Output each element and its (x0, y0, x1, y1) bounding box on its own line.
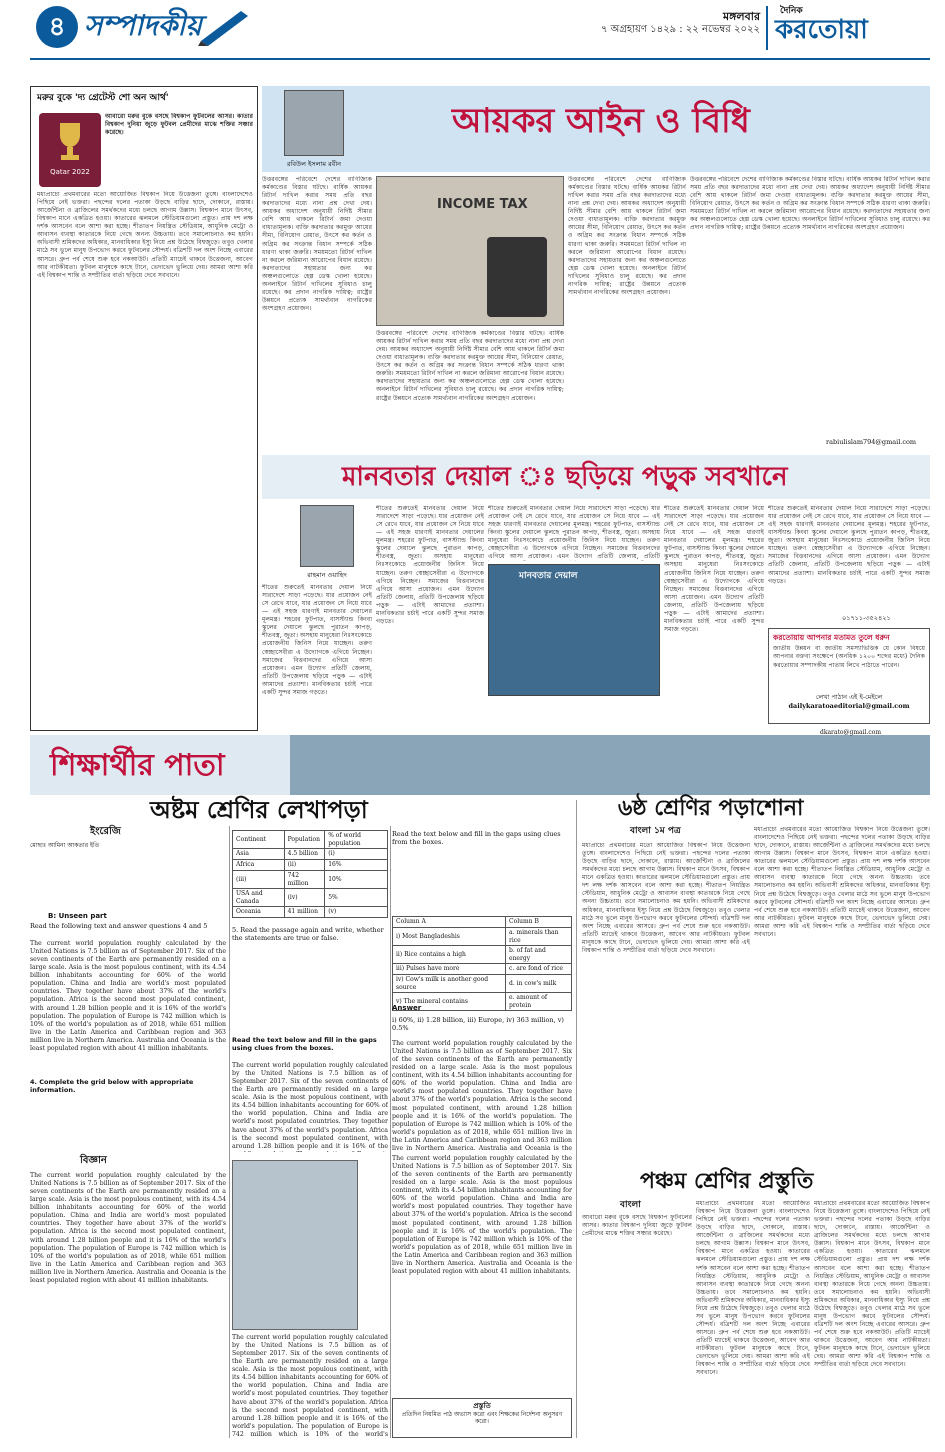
table-cell: b. of fat and energy (506, 946, 572, 964)
article2-contact: ০১৭১১-৩৫২৪২১ (842, 614, 891, 622)
table-header-cell: Population (284, 831, 325, 849)
matching-table (392, 916, 572, 1011)
table-row (233, 889, 388, 907)
left-column-title: মরুর বুকে 'দ্য গ্রেটেস্ট শো অন আর্থ' (37, 93, 169, 103)
science-text-col3: The current world population roughly calculated by the United Nations is 7.5 billion as of September 2017. Six of the seven continents of the Earth are permanently resided on a large scale. Asia is the most populous continent, with its 4.54 billion inhabitants accounting for 60% of the world population. China and India are world's most populated countries. They together have about 37% of the world's population. Africa is the second most populated continent, with around 1.28 billion people and it is 16% of the world's population. The population of Europe is 742 million which is 10% of the world's population as of 2018, while 651 million live in the Latin America and Caribbean region and 363 million live in Northern America. Australia and Oceania is the least populated region with about 41 million inhabitants. (392, 1155, 572, 1275)
article1-body-col1: উত্তরবঙ্গের পরিবেশে দেশের বাণিজ্যিক কর্মকাণ্ডের বিস্তার ঘটছে। বার্ষিক আয়কর রিটার্ন দাখিল করার সময় প্রতি বছর করদাতাদের মধ্যে নানা প্রশ্ন দেখা দেয়। আয়কর অধ্যাদেশ অনুযায়ী নির্দিষ্ট সীমার বেশি আয় থাকলে রিটার্ন জমা দেওয়া বাধ্যতামূলক। ব্যক্তি করদাতার করমুক্ত আয়ের সীমা, বিনিয়োগ রেয়াত, উৎসে কর কর্তন ও অগ্রিম কর সংক্রান্ত বিধান সম্পর্কে সঠিক ধারণা থাকা জরুরি। সময়মতো রিটার্ন দাখিল না করলে জরিমানা আরোপের বিধান রয়েছে। করদাতাদের সহায়তার জন্য কর অঞ্চলগুলোতে হেল্প ডেস্ক খোলা হয়েছে। অনলাইনে রিটার্ন দাখিলের সুবিধাও চালু রয়েছে। কর প্রদান নাগরিক দায়িত্ব; রাষ্ট্রের উন্নয়নে প্রত্যেক সামর্থ্যবান নাগরিকের অংশগ্রহণ প্রয়োজন। (262, 176, 372, 312)
class8-misc-text: The current world population roughly calculated by the United Nations is 7.5 billion as of September 2017. Six of the seven continents of the Earth are permanently resided on a large scale. Asia is the most populous continent, with its 4.54 billion inhabitants accounting for 60% of the world population. China and India are world's most populated countries. They together have about 37% of the world's population. Africa is the second most populated continent, with around 1.28 billion people and it is 16% of the world's population. The population of Europe is 742 million which is 10% of the world's population as of 2018, while 651 million live in the Latin America and Caribbean region and 363 million live in Northern America. Australia and Oceania is the (392, 1040, 572, 1150)
trophy-icon (39, 113, 101, 187)
article1-title: আয়কর আইন ও বিধি (452, 101, 750, 141)
class6-text-col1: মধ্যপ্রাচ্যে প্রথমবারের মতো আয়োজিত বিশ্বকাপ নিয়ে উত্তেজনা তুঙ্গে। বাংলাদেশেও পিছিয়ে নেই ভক্তরা। পছন্দের দলের পতাকা উড়ছে বাড়ির ছাদে, দোকানে, রাস্তায়। আর্জেন্টিনা ও ব্রাজিলের সমর্থকদের মধ্যে চলছে আগাম উল্লাস। বিশ্বকাপ মানে উৎসব, বিশ্বকাপ মানে একত্রিত হওয়া। কাতারের ঝলমলে স্টেডিয়ামগুলো প্রস্তুত। প্রায় দশ লক্ষ দর্শক আসবেন বলে আশা করা হচ্ছে। শীতাতপ নিয়ন্ত্রিত স্টেডিয়াম, আধুনিক মেট্রো ও আবাসন ব্যবস্থা কাতারকে নিয়ে গেছে অনন্য উচ্চতায়। তবে সমালোচনাও কম হয়নি। অভিবাসী শ্রমিকদের অধিকার, মানবাধিকার ইস্যু নিয়ে প্রশ্ন উঠেছে বিশ্বজুড়ে। তবুও খেলার মাঠে সব ভুলে মানুষ উপভোগ করবে ফুটবলের সৌন্দর্য। বত্রিশটি দল অংশ নিচ্ছে এবারের আসরে। গ্রুপ পর্ব শেষে শুরু হবে নকআউট। প্রতিটি ম্যাচেই থাকবে উত্তেজনা, আবেগ আর নাটকীয়তা। ফুটবল মানুষকে কাছে টানে, ভেদাভেদ ভুলিয়ে দেয়। আমরা আশা করি এই বিশ্বকাপ শান্তি ও সম্প্রীতির বার্তা ছড়িয়ে দেবে সবখানে। (582, 842, 750, 954)
income-tax-image-label: INCOME TAX (437, 197, 528, 212)
table-cell: e. amount of protein (506, 993, 572, 1011)
vocab-title: Read the text below and fill in the gaps using clues from the boxes. (232, 1036, 377, 1053)
students-banner-photo (290, 735, 930, 795)
humanity-wall-image (488, 564, 660, 696)
reader-box-email[interactable]: dailykaratoaeditorial@gmail.com (788, 701, 910, 710)
left-column-body: মধ্যপ্রাচ্যে প্রথমবারের মতো আয়োজিত বিশ্বকাপ নিয়ে উত্তেজনা তুঙ্গে। বাংলাদেশেও পিছিয়ে নেই ভক্তরা। পছন্দের দলের পতাকা উড়ছে বাড়ির ছাদে, দোকানে, রাস্তায়। আর্জেন্টিনা ও ব্রাজিলের সমর্থকদের মধ্যে চলছে আগাম উল্লাস। বিশ্বকাপ মানে উৎসব, বিশ্বকাপ মানে একত্রিত হওয়া। কাতারের ঝলমলে স্টেডিয়ামগুলো প্রস্তুত। প্রায় দশ লক্ষ দর্শক আসবেন বলে আশা করা হচ্ছে। শীতাতপ নিয়ন্ত্রিত স্টেডিয়াম, আধুনিক মেট্রো ও আবাসন ব্যবস্থা কাতারকে নিয়ে গেছে অনন্য উচ্চতায়। তবে সমালোচনাও কম হয়নি। অভিবাসী শ্রমিকদের অধিকার, মানবাধিকার ইস্যু নিয়ে প্রশ্ন উঠেছে বিশ্বজুড়ে। তবুও খেলার মাঠে সব ভুলে মানুষ উপভোগ করবে ফুটবলের সৌন্দর্য। বত্রিশটি দল অংশ নিচ্ছে এবারের আসরে। গ্রুপ পর্ব শেষে শুরু হবে নকআউট। প্রতিটি ম্যাচেই থাকবে উত্তেজনা, আবেগ আর নাটকীয়তা। ফুটবল মানুষকে কাছে টানে, ভেদাভেদ ভুলিয়ে দেয়। আমরা আশা করি এই বিশ্বকাপ শান্তি ও সম্প্রীতির বার্তা ছড়িয়ে দেবে সবখানে। (37, 191, 253, 279)
table-cell: 41 million (284, 907, 325, 918)
article2-body-col1: শীতের শুরুতেই মানবতার দেয়াল নিয়ে সারাদেশে সাড়া পড়েছে। যার প্রয়োজন নেই সে রেখে যাবে, যার প্রয়োজন সে নিয়ে যাবে — এই সহজ ধারণাই মানবতার দেয়ালের মূলমন্ত্র। শহরের ফুটপাত, বাসস্ট্যান্ড কিংবা স্কুলের দেয়ালে ঝুলছে পুরাতন কাপড়, শীতবস্ত্র, জুতা। অসহায় মানুষেরা নিঃসংকোচে প্রয়োজনীয় জিনিস নিয়ে যাচ্ছেন। তরুণ স্বেচ্ছাসেবীরা এ উদ্যোগকে এগিয়ে নিচ্ছেন। সমাজের বিত্তবানদের এগিয়ে আসা প্রয়োজন। এমন উদ্যোগ প্রতিটি জেলায়, প্রতিটি উপজেলায় ছড়িয়ে পড়ুক — এটাই আমাদের প্রত্যাশা। মানবিকতার চর্চাই পারে একটি সুন্দর সমাজ গড়তে। (376, 505, 484, 625)
badge-label: Qatar 2022 (50, 167, 90, 176)
table-cell: 4.5 billion (284, 849, 325, 860)
calculator-icon (487, 237, 547, 317)
author1-name: রবিউল ইসলাম রবীন (286, 160, 342, 168)
table-row (233, 871, 388, 889)
table-row (233, 849, 388, 860)
students-banner-title: শিক্ষার্থীর পাতা (50, 748, 225, 783)
table-row (393, 975, 572, 993)
table-cell: v) The mineral contains (393, 993, 506, 1011)
table-row (233, 860, 388, 871)
table-cell: (i) (325, 849, 388, 860)
table-row (393, 928, 572, 946)
class5-text-col1: আবারো মরুর বুকে বসছে বিশ্বকাপ ফুটবলের আসর। কাতার বিশ্বকাপ দুনিয়া জুড়ে ফুটবল প্রেমীদের মাঝে শক্তির সঞ্চার করেছে। (582, 1214, 692, 1238)
masthead (0, 0, 945, 78)
reader-box-body: জাতীয় উন্নয়ন বা জাতীয় সমস্যাভিত্তিক যে কোন বিষয়ে আপনার বক্তব্য সংক্ষেপে (অনধিক ১২০০ শব্দের মধ্যে) দৈনিক করতোয়ার সম্পাদকীয় পাতায় লিখে পাঠাতে পারেন। (773, 645, 925, 669)
pen-icon (196, 6, 256, 46)
table-header-cell: Continent (233, 831, 285, 849)
part-b-heading: B: Unseen part (48, 912, 107, 920)
humanity-wall-label: মানবতার দেয়াল (519, 571, 578, 581)
tip-body: প্রতিদিন নিয়মিত পাঠ অভ্যাস করো এবং শিক্ষকের নির্দেশনা অনুসরণ করো। (401, 1410, 563, 1426)
column-rule (576, 800, 577, 1438)
table-header-cell: Column A (393, 917, 506, 928)
article1-contact: rabiulislam794@gmail.com (826, 438, 917, 446)
table-cell: iv) Cow's milk is another good source (393, 975, 506, 993)
table-cell: 16% (325, 860, 388, 871)
english-teacher: মোছাঃ আমিনা আকতার ইতি (30, 842, 100, 849)
masthead-divider (766, 6, 768, 50)
students-banner (30, 729, 930, 795)
table-cell: d. in cow's milk (506, 975, 572, 993)
population-table (232, 830, 388, 918)
table-cell: (iv) (284, 889, 325, 907)
table-cell: Oceania (233, 907, 285, 918)
author2-name: রাহমান ওয়াহিদ (307, 571, 347, 579)
science-text-col1: The current world population roughly calculated by the United Nations is 7.5 billion as of September 2017. Six of the seven continents of the Earth are permanently resided on a large scale. Asia is the most populous continent, with its 4.54 billion inhabitants accounting for 60% of the world population. China and India are world's most populated countries. They together have about 37% of the world's population. Africa is the second most populated continent, with around 1.28 billion people and it is 16% of the world's population. The population of Europe is 742 million which is 10% of the world's population as of 2018, while 651 million live in the Latin America and Caribbean region and 363 million live in Northern America. Australia and Oceania is the least populated region with about 41 million inhabitants. (30, 1172, 226, 1284)
article2-body-col0: শীতের শুরুতেই মানবতার দেয়াল নিয়ে সারাদেশে সাড়া পড়েছে। যার প্রয়োজন নেই সে রেখে যাবে, যার প্রয়োজন সে নিয়ে যাবে — এই সহজ ধারণাই মানবতার দেয়ালের মূলমন্ত্র। শহরের ফুটপাত, বাসস্ট্যান্ড কিংবা স্কুলের দেয়ালে ঝুলছে পুরাতন কাপড়, শীতবস্ত্র, জুতা। অসহায় মানুষেরা নিঃসংকোচে প্রয়োজনীয় জিনিস নিয়ে যাচ্ছেন। তরুণ স্বেচ্ছাসেবীরা এ উদ্যোগকে এগিয়ে নিচ্ছেন। সমাজের বিত্তবানদের এগিয়ে আসা প্রয়োজন। এমন উদ্যোগ প্রতিটি জেলায়, প্রতিটি উপজেলায় ছড়িয়ে পড়ুক — এটাই আমাদের প্রত্যাশা। মানবিকতার চর্চাই পারে একটি সুন্দর সমাজ গড়তে। (262, 584, 372, 696)
science-photo (232, 1160, 358, 1330)
left-column-intro: আবারো মরুর বুকে বসছে বিশ্বকাপ ফুটবলের আসর। কাতার বিশ্বকাপ দুনিয়া জুড়ে ফুটবল প্রেমীদের মাঝে শক্তির সঞ্চার করেছে। (105, 113, 253, 137)
table-row (233, 907, 388, 918)
table-cell: c. are fond of rice (506, 964, 572, 975)
article2-header (262, 455, 930, 499)
table-cell: ii) Rice contains a high (393, 946, 506, 964)
class6-title: ৬ষ্ঠ শ্রেণির পড়াশোনা (618, 796, 804, 821)
science-text-col2: The current world population roughly calculated by the United Nations is 7.5 billion as of September 2017. Six of the seven continents of the Earth are permanently resided on a large scale. Asia is the most populous continent, with its 4.54 billion inhabitants accounting for 60% of the world population. China and India are world's most populated countries. They together have about 37% of the world's population. Africa is the second most populated continent, with around 1.28 billion people and it is 16% of the world's population. The population of Europe is 742 million which is 10% of the world's (232, 1334, 388, 1437)
left-column-article (30, 86, 258, 731)
date-label: ৭ অগ্রহায়ণ ১৪২৯ : ২২ নভেম্বর ২০২২ (601, 24, 760, 35)
article2-body-col4: শীতের শুরুতেই মানবতার দেয়াল নিয়ে সারাদেশে সাড়া পড়েছে। যার প্রয়োজন নেই সে রেখে যাবে, যার প্রয়োজন সে নিয়ে যাবে — এই সহজ ধারণাই মানবতার দেয়ালের মূলমন্ত্র। শহরের ফুটপাত, বাসস্ট্যান্ড কিংবা স্কুলের দেয়ালে ঝুলছে পুরাতন কাপড়, শীতবস্ত্র, জুতা। অসহায় মানুষেরা নিঃসংকোচে প্রয়োজনীয় জিনিস নিয়ে যাচ্ছেন। তরুণ স্বেচ্ছাসেবীরা এ উদ্যোগকে এগিয়ে নিচ্ছেন। সমাজের বিত্তবানদের এগিয়ে আসা প্রয়োজন। এমন উদ্যোগ প্রতিটি জেলায়, প্রতিটি উপজেলায় ছড়িয়ে পড়ুক — এটাই আমাদের প্রত্যাশা। মানবিকতার চর্চাই পারে একটি সুন্দর সমাজ গড়তে। (768, 505, 930, 585)
question-4: 4. Complete the grid below with appropriate information. (30, 1078, 194, 1095)
bangla5-heading: বাংলা (620, 1200, 641, 1210)
reader-box-email-label: লেখা পাঠান এই ই-মেইলে (815, 693, 883, 702)
article1-body-col2: উত্তরবঙ্গের পরিবেশে দেশের বাণিজ্যিক কর্মকাণ্ডের বিস্তার ঘটছে। বার্ষিক আয়কর রিটার্ন দাখিল করার সময় প্রতি বছর করদাতাদের মধ্যে নানা প্রশ্ন দেখা দেয়। আয়কর অধ্যাদেশ অনুযায়ী নির্দিষ্ট সীমার বেশি আয় থাকলে রিটার্ন জমা দেওয়া বাধ্যতামূলক। ব্যক্তি করদাতার করমুক্ত আয়ের সীমা, বিনিয়োগ রেয়াত, উৎসে কর কর্তন ও অগ্রিম কর সংক্রান্ত বিধান সম্পর্কে সঠিক ধারণা থাকা জরুরি। সময়মতো রিটার্ন দাখিল না করলে জরিমানা আরোপের বিধান রয়েছে। করদাতাদের সহায়তার জন্য কর অঞ্চলগুলোতে হেল্প ডেস্ক খোলা হয়েছে। অনলাইনে রিটার্ন দাখিলের সুবিধাও চালু রয়েছে। কর প্রদান নাগরিক দায়িত্ব; রাষ্ট্রের উন্নয়নে প্রত্যেক সামর্থ্যবান নাগরিকের অংশগ্রহণ প্রয়োজন। (376, 330, 564, 402)
table-header-row (393, 917, 572, 928)
tip-title: প্রস্তুতি (473, 1402, 491, 1410)
passage: The current world population roughly calculated by the United Nations is 7.5 billion as of September 2017. Six of the seven continents of the Earth are permanently resided on a large scale. Asia is the most populous continent, with its 4.54 billion inhabitants accounting for 60% of the world population. China and India are world's most populated countries. They together have about 37% of the world's population. Africa is the second most populated continent, with around 1.28 billion people and it is 16% of the world's population. The population of Europe is 742 million which is 10% of the world's population as of 2018, while 651 million live in the Latin America and Caribbean region and 363 million live in Northern America. Australia and Oceania is the least populated region with about 41 million inhabitants. (30, 940, 226, 1052)
class5-text-col3: মধ্যপ্রাচ্যে প্রথমবারের মতো আয়োজিত বিশ্বকাপ নিয়ে উত্তেজনা তুঙ্গে। বাংলাদেশেও পিছিয়ে নেই ভক্তরা। পছন্দের দলের পতাকা উড়ছে বাড়ির ছাদে, দোকানে, রাস্তায়। আর্জেন্টিনা ও ব্রাজিলের সমর্থকদের মধ্যে চলছে আগাম উল্লাস। বিশ্বকাপ মানে উৎসব, বিশ্বকাপ মানে একত্রিত হওয়া। কাতারের ঝলমলে স্টেডিয়ামগুলো প্রস্তুত। প্রায় দশ লক্ষ দর্শক আসবেন বলে আশা করা হচ্ছে। শীতাতপ নিয়ন্ত্রিত স্টেডিয়াম, আধুনিক মেট্রো ও আবাসন ব্যবস্থা কাতারকে নিয়ে গেছে অনন্য উচ্চতায়। তবে সমালোচনাও কম হয়নি। অভিবাসী শ্রমিকদের অধিকার, মানবাধিকার ইস্যু নিয়ে প্রশ্ন উঠেছে বিশ্বজুড়ে। তবুও খেলার মাঠে সব ভুলে মানুষ উপভোগ করবে ফুটবলের সৌন্দর্য। বত্রিশটি দল অংশ নিচ্ছে এবারের আসরে। গ্রুপ পর্ব শেষে শুরু হবে নকআউট। প্রতিটি ম্যাচেই থাকবে উত্তেজনা, আবেগ আর নাটকীয়তা। ফুটবল মানুষকে কাছে টানে, ভেদাভেদ ভুলিয়ে দেয়। আমরা আশা করি এই বিশ্বকাপ শান্তি ও সম্প্রীতির বার্তা ছড়িয়ে দেবে সবখানে। (814, 1200, 930, 1369)
table-cell: (v) (325, 907, 388, 918)
article1-body-col4: উত্তরবঙ্গের পরিবেশে দেশের বাণিজ্যিক কর্মকাণ্ডের বিস্তার ঘটছে। বার্ষিক আয়কর রিটার্ন দাখিল করার সময় প্রতি বছর করদাতাদের মধ্যে নানা প্রশ্ন দেখা দেয়। আয়কর অধ্যাদেশ অনুযায়ী নির্দিষ্ট সীমার বেশি আয় থাকলে রিটার্ন জমা দেওয়া বাধ্যতামূলক। ব্যক্তি করদাতার করমুক্ত আয়ের সীমা, বিনিয়োগ রেয়াত, উৎসে কর কর্তন ও অগ্রিম কর সংক্রান্ত বিধান সম্পর্কে সঠিক ধারণা থাকা জরুরি। সময়মতো রিটার্ন দাখিল না করলে জরিমানা আরোপের বিধান রয়েছে। করদাতাদের সহায়তার জন্য কর অঞ্চলগুলোতে হেল্প ডেস্ক খোলা হয়েছে। অনলাইনে রিটার্ন দাখিলের সুবিধাও চালু রয়েছে। কর প্রদান নাগরিক দায়িত্ব; রাষ্ট্রের উন্নয়নে প্রত্যেক সামর্থ্যবান নাগরিকের অংশগ্রহণ প্রয়োজন। (690, 176, 930, 232)
day-label: মঙ্গলবার (723, 10, 760, 23)
paper-prefix: দৈনিক (780, 6, 803, 16)
class6-text-col2: মধ্যপ্রাচ্যে প্রথমবারের মতো আয়োজিত বিশ্বকাপ নিয়ে উত্তেজনা তুঙ্গে। বাংলাদেশেও পিছিয়ে নেই ভক্তরা। পছন্দের দলের পতাকা উড়ছে বাড়ির ছাদে, দোকানে, রাস্তায়। আর্জেন্টিনা ও ব্রাজিলের সমর্থকদের মধ্যে চলছে আগাম উল্লাস। বিশ্বকাপ মানে উৎসব, বিশ্বকাপ মানে একত্রিত হওয়া। কাতারের ঝলমলে স্টেডিয়ামগুলো প্রস্তুত। প্রায় দশ লক্ষ দর্শক আসবেন বলে আশা করা হচ্ছে। শীতাতপ নিয়ন্ত্রিত স্টেডিয়াম, আধুনিক মেট্রো ও আবাসন ব্যবস্থা কাতারকে নিয়ে গেছে অনন্য উচ্চতায়। তবে সমালোচনাও কম হয়নি। অভিবাসী শ্রমিকদের অধিকার, মানবাধিকার ইস্যু নিয়ে প্রশ্ন উঠেছে বিশ্বজুড়ে। তবুও খেলার মাঠে সব ভুলে মানুষ উপভোগ করবে ফুটবলের সৌন্দর্য। বত্রিশটি দল অংশ নিচ্ছে এবারের আসরে। গ্রুপ পর্ব শেষে শুরু হবে নকআউট। প্রতিটি ম্যাচেই থাকবে উত্তেজনা, আবেগ আর নাটকীয়তা। ফুটবল মানুষকে কাছে টানে, ভেদাভেদ ভুলিয়ে দেয়। আমরা আশা করি এই বিশ্বকাপ শান্তি ও সম্প্রীতির বার্তা ছড়িয়ে দেবে সবখানে। (754, 826, 930, 938)
table-row (393, 946, 572, 964)
instructions: Read the following text and answer questions 4 and 5 (30, 922, 208, 930)
article1-body-col3: উত্তরবঙ্গের পরিবেশে দেশের বাণিজ্যিক কর্মকাণ্ডের বিস্তার ঘটছে। বার্ষিক আয়কর রিটার্ন দাখিল করার সময় প্রতি বছর করদাতাদের মধ্যে নানা প্রশ্ন দেখা দেয়। আয়কর অধ্যাদেশ অনুযায়ী নির্দিষ্ট সীমার বেশি আয় থাকলে রিটার্ন জমা দেওয়া বাধ্যতামূলক। ব্যক্তি করদাতার করমুক্ত আয়ের সীমা, বিনিয়োগ রেয়াত, উৎসে কর কর্তন ও অগ্রিম কর সংক্রান্ত বিধান সম্পর্কে সঠিক ধারণা থাকা জরুরি। সময়মতো রিটার্ন দাখিল না করলে জরিমানা আরোপের বিধান রয়েছে। করদাতাদের সহায়তার জন্য কর অঞ্চলগুলোতে হেল্প ডেস্ক খোলা হয়েছে। অনলাইনে রিটার্ন দাখিলের সুবিধাও চালু রয়েছে। কর প্রদান নাগরিক দায়িত্ব; রাষ্ট্রের উন্নয়নে প্রত্যেক সামর্থ্যবান নাগরিকের অংশগ্রহণ প্রয়োজন। (568, 176, 686, 296)
table-cell: USA and Canada (233, 889, 285, 907)
answers-text: i) 60%, ii) 1.28 billion, iii) Europe, iv) 363 million, v) 0.5% (392, 1016, 564, 1033)
table-cell: iii) Pulses have more (393, 964, 506, 975)
author1-photo (284, 90, 344, 156)
class5-title: পঞ্চম শ্রেণির প্রস্তুতি (640, 1169, 814, 1194)
table-header-cell: % of world population (325, 831, 388, 849)
column-rule (229, 826, 230, 1438)
class8-title: অষ্টম শ্রেণির লেখাপড়া (150, 796, 368, 824)
match-instruction: Read the text below and fill in the gaps using clues from the boxes. (392, 830, 561, 847)
tip-box (392, 1398, 572, 1438)
section-title: সম্পাদকীয় (84, 9, 202, 42)
english-heading: ইংরেজি (90, 826, 121, 837)
vocab-passage: The current world population roughly calculated by the United Nations is 7.5 billion as of September 2017. Six of the seven continents of the Earth are permanently resided on a large scale. Asia is the most populous continent, with its 4.54 billion inhabitants accounting for 60% of the world population. China and India are world's most populated countries. They together have about 37% of the world's population. Africa is the second most populated continent, with around 1.28 billion people and it is 16% of the (232, 1062, 388, 1150)
paper-name: করতোয়া (775, 15, 868, 45)
author2-photo (300, 505, 354, 567)
reader-opinion-box (768, 628, 930, 724)
table-header-row (233, 831, 388, 849)
table-cell: i) Most Bangladeshis (393, 928, 506, 946)
reader-box-title: করতোয়ায় আপনার মতামত তুলে ধরুন (773, 633, 890, 642)
article2-body-col2: শীতের শুরুতেই মানবতার দেয়াল নিয়ে সারাদেশে সাড়া পড়েছে। যার প্রয়োজন নেই সে রেখে যাবে, যার প্রয়োজন সে নিয়ে যাবে — এই সহজ ধারণাই মানবতার দেয়ালের মূলমন্ত্র। শহরের ফুটপাত, বাসস্ট্যান্ড কিংবা স্কুলের দেয়ালে ঝুলছে পুরাতন কাপড়, শীতবস্ত্র, জুতা। অসহায় মানুষেরা নিঃসংকোচে প্রয়োজনীয় জিনিস নিয়ে যাচ্ছেন। তরুণ স্বেচ্ছাসেবীরা এ উদ্যোগকে এগিয়ে নিচ্ছেন। সমাজের বিত্তবানদের এগিয়ে আসা প্রয়োজন। এমন উদ্যোগ প্রতিটি জেলায়, প্রতিটি (488, 505, 660, 561)
article2-body-col3: শীতের শুরুতেই মানবতার দেয়াল নিয়ে সারাদেশে সাড়া পড়েছে। যার প্রয়োজন নেই সে রেখে যাবে, যার প্রয়োজন সে নিয়ে যাবে — এই সহজ ধারণাই মানবতার দেয়ালের মূলমন্ত্র। শহরের ফুটপাত, বাসস্ট্যান্ড কিংবা স্কুলের দেয়ালে ঝুলছে পুরাতন কাপড়, শীতবস্ত্র, জুতা। অসহায় মানুষেরা নিঃসংকোচে প্রয়োজনীয় জিনিস নিয়ে যাচ্ছেন। তরুণ স্বেচ্ছাসেবীরা এ উদ্যোগকে এগিয়ে নিচ্ছেন। সমাজের বিত্তবানদের এগিয়ে আসা প্রয়োজন। এমন উদ্যোগ প্রতিটি জেলায়, প্রতিটি উপজেলায় ছড়িয়ে পড়ুক — এটাই আমাদের প্রত্যাশা। মানবিকতার চর্চাই পারে একটি সুন্দর সমাজ গড়তে। (664, 505, 764, 633)
page-number: ৪ (36, 6, 78, 48)
question-5: 5. Read the passage again and write, whether the statements are true or false. (232, 926, 384, 943)
class5-text-col2: মধ্যপ্রাচ্যে প্রথমবারের মতো আয়োজিত বিশ্বকাপ নিয়ে উত্তেজনা তুঙ্গে। বাংলাদেশেও পিছিয়ে নেই ভক্তরা। পছন্দের দলের পতাকা উড়ছে বাড়ির ছাদে, দোকানে, রাস্তায়। আর্জেন্টিনা ও ব্রাজিলের সমর্থকদের মধ্যে চলছে আগাম উল্লাস। বিশ্বকাপ মানে উৎসব, বিশ্বকাপ মানে একত্রিত হওয়া। কাতারের ঝলমলে স্টেডিয়ামগুলো প্রস্তুত। প্রায় দশ লক্ষ দর্শক আসবেন বলে আশা করা হচ্ছে। শীতাতপ নিয়ন্ত্রিত স্টেডিয়াম, আধুনিক মেট্রো ও আবাসন ব্যবস্থা কাতারকে নিয়ে গেছে অনন্য উচ্চতায়। তবে সমালোচনাও কম হয়নি। অভিবাসী শ্রমিকদের অধিকার, মানবাধিকার ইস্যু নিয়ে প্রশ্ন উঠেছে বিশ্বজুড়ে। তবুও খেলার মাঠে সব ভুলে মানুষ উপভোগ করবে ফুটবলের সৌন্দর্য। বত্রিশটি দল অংশ নিচ্ছে এবারের আসরে। গ্রুপ পর্ব শেষে শুরু হবে নকআউট। প্রতিটি ম্যাচেই থাকবে উত্তেজনা, আবেগ আর নাটকীয়তা। ফুটবল মানুষকে কাছে টানে, ভেদাভেদ ভুলিয়ে দেয়। আমরা আশা করি এই বিশ্বকাপ শান্তি ও সম্প্রীতির বার্তা ছড়িয়ে দেবে সবখানে। (696, 1200, 810, 1377)
table-header-cell: Column B (506, 917, 572, 928)
table-cell: Asia (233, 849, 285, 860)
science-heading: বিজ্ঞান (80, 1155, 107, 1166)
income-tax-image (376, 176, 564, 326)
table-cell: 742 million (284, 871, 325, 889)
table-row (393, 964, 572, 975)
table-cell: 5% (325, 889, 388, 907)
table-cell: 10% (325, 871, 388, 889)
bangla-1st-paper-heading: বাংলা ১ম পত্র (630, 826, 681, 836)
table-cell: a. minerals than rice (506, 928, 572, 946)
table-cell: (ii) (284, 860, 325, 871)
table-cell: Africa (233, 860, 285, 871)
article2-title: মানবতার দেয়াল ঃ ছড়িয়ে পড়ুক সবখানে (342, 462, 788, 492)
article1-header (262, 86, 930, 172)
table-cell: (iii) (233, 871, 285, 889)
students-footer-email: dkarato@gmail.com (820, 729, 882, 736)
masthead-rule (30, 58, 930, 60)
answers-label: Answer (392, 1004, 422, 1012)
column-rule (390, 826, 391, 1438)
